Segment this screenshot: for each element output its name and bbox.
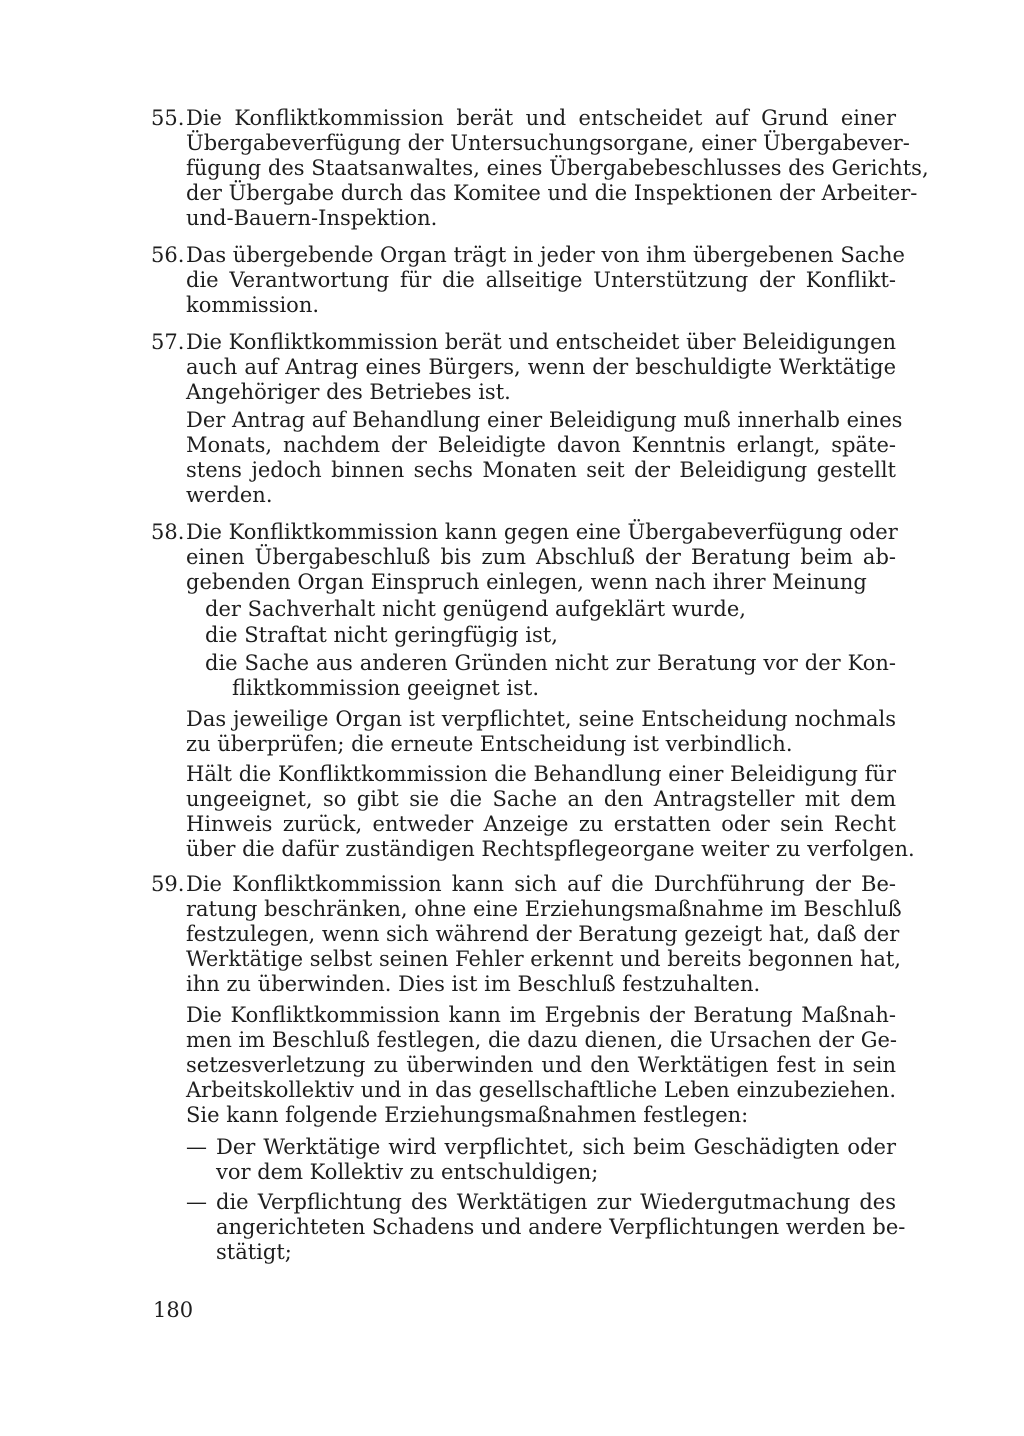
text-line: Hält die Konfliktkommission die Behandlung einer Beleidigung für xyxy=(186,762,896,786)
item-number: 58. xyxy=(151,520,185,544)
text-line: Das übergebende Organ trägt in jeder von ihm übergebenen Sache xyxy=(186,243,905,267)
text-line: zu überprüfen; die erneute Entscheidung ist verbindlich. xyxy=(186,732,793,756)
item-number: 55. xyxy=(151,106,185,130)
text-line: gebenden Organ Einspruch einlegen, wenn nach ihrer Meinung xyxy=(186,570,867,594)
list-item-line: vor dem Kollektiv zu entschuldigen; xyxy=(216,1160,599,1184)
text-line: Die Konfliktkommission berät und entscheidet über Beleidigungen xyxy=(186,330,897,354)
list-item-line: Der Werktätige wird verpflichtet, sich beim Geschädigten oder xyxy=(216,1135,896,1159)
item-number: 56. xyxy=(151,243,185,267)
text-line: ratung beschränken, ohne eine Erziehungsmaßnahme im Beschluß xyxy=(186,897,902,921)
text-line: einen Übergabeschluß bis zum Abschluß der Beratung beim ab- xyxy=(186,545,896,569)
text-line: die Sache aus anderen Gründen nicht zur Beratung vor der Kon- xyxy=(205,651,896,675)
text-line: fügung des Staatsanwaltes, eines Übergabebeschlusses des Gerichts, xyxy=(186,156,929,180)
text-line: ihn zu überwinden. Dies ist im Beschluß festzuhalten. xyxy=(186,972,761,996)
list-dash: — xyxy=(186,1190,207,1214)
text-line: Der Antrag auf Behandlung einer Beleidigung muß innerhalb eines xyxy=(186,408,903,432)
text-line: Die Konfliktkommission kann sich auf die Durchführung der Be- xyxy=(186,872,896,896)
text-line: Angehöriger des Betriebes ist. xyxy=(186,380,511,404)
text-line: Arbeitskollektiv und in das gesellschaftliche Leben einzubeziehen. xyxy=(186,1078,896,1102)
list-dash: — xyxy=(186,1135,207,1159)
text-line: men im Beschluß festlegen, die dazu dienen, die Ursachen der Ge- xyxy=(186,1028,898,1052)
text-line: auch auf Antrag eines Bürgers, wenn der beschuldigte Werktätige xyxy=(186,355,896,379)
text-line: über die dafür zuständigen Rechtspflegeorgane weiter zu verfolgen. xyxy=(186,837,915,861)
text-line: setzesverletzung zu überwinden und den Werktätigen fest in sein xyxy=(186,1053,896,1077)
text-line: Sie kann folgende Erziehungsmaßnahmen festlegen: xyxy=(186,1103,749,1127)
text-line: der Übergabe durch das Komitee und die Inspektionen der Arbeiter- xyxy=(186,181,918,205)
text-line: Die Konfliktkommission kann gegen eine Übergabeverfügung oder xyxy=(186,520,898,544)
text-line: ungeeignet, so gibt sie die Sache an den Antragsteller mit dem xyxy=(186,787,896,811)
list-item-line: die Verpflichtung des Werktätigen zur Wiedergutmachung des xyxy=(216,1190,896,1214)
text-line: Monats, nachdem der Beleidigte davon Kenntnis erlangt, späte- xyxy=(186,433,896,457)
text-line: festzulegen, wenn sich während der Beratung gezeigt hat, daß der xyxy=(186,922,900,946)
text-line: Werktätige selbst seinen Fehler erkennt und bereits begonnen hat, xyxy=(186,947,901,971)
text-line: der Sachverhalt nicht genügend aufgeklärt wurde, xyxy=(205,597,746,621)
text-line: kommission. xyxy=(186,293,320,317)
list-item-line: stätigt; xyxy=(216,1240,292,1264)
item-number: 57. xyxy=(151,330,185,354)
text-line: Die Konfliktkommission kann im Ergebnis der Beratung Maßnah- xyxy=(186,1003,896,1027)
text-line: Das jeweilige Organ ist verpflichtet, seine Entscheidung nochmals xyxy=(186,707,896,731)
item-number: 59. xyxy=(151,872,185,896)
text-line: Hinweis zurück, entweder Anzeige zu erstatten oder sein Recht xyxy=(186,812,896,836)
text-line: werden. xyxy=(186,483,273,507)
text-line: die Verantwortung für die allseitige Unterstützung der Konflikt- xyxy=(186,268,896,292)
page-number: 180 xyxy=(153,1298,194,1322)
text-line: Übergabeverfügung der Untersuchungsorgane, einer Übergabever- xyxy=(186,131,910,155)
text-line: fliktkommission geeignet ist. xyxy=(232,676,540,700)
text-line: Die Konfliktkommission berät und entscheidet auf Grund einer xyxy=(186,106,896,130)
text-line: stens jedoch binnen sechs Monaten seit der Beleidigung gestellt xyxy=(186,458,896,482)
text-line: die Straftat nicht geringfügig ist, xyxy=(205,623,558,647)
text-line: und-Bauern-Inspektion. xyxy=(186,206,438,230)
list-item-line: angerichteten Schadens und andere Verpflichtungen werden be- xyxy=(216,1215,906,1239)
